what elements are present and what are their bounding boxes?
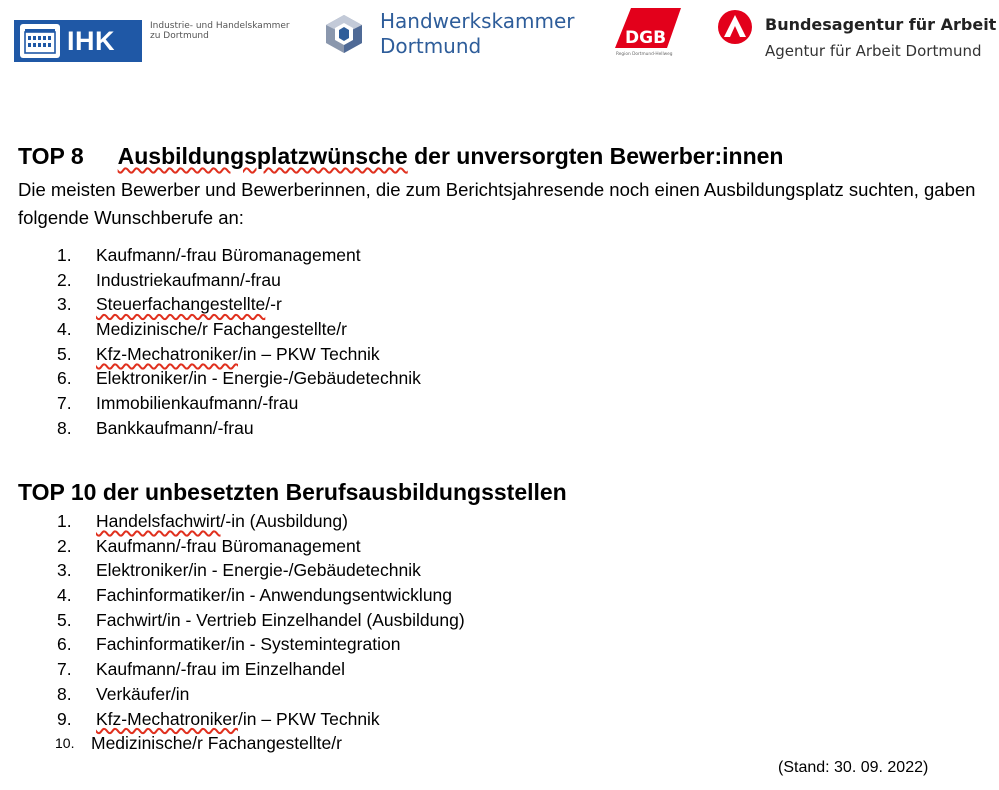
rank-number: 10.	[55, 735, 75, 752]
rank-number: 3.	[57, 560, 72, 581]
rank-label: Medizinische/r Fachangestellte/r	[91, 733, 342, 754]
hwk-emblem-icon	[324, 14, 364, 54]
rank-label	[96, 707, 380, 732]
top10-heading: TOP 10 der unbesetzten Berufsausbildungsstellen	[18, 479, 567, 505]
rank-label	[96, 342, 380, 367]
hwk-name-line2: Dortmund	[380, 34, 482, 58]
top8-heading	[18, 143, 783, 170]
rank-number: 9.	[57, 708, 72, 729]
ihk-name	[150, 21, 290, 41]
rank-label: Elektroniker/in - Energie-/Gebäudetechnik	[96, 560, 421, 581]
logo-header	[0, 0, 999, 75]
rank-label-underlined: Kfz-Mechatroniker	[96, 343, 238, 364]
rank-label	[96, 509, 348, 534]
rank-number: 7.	[57, 393, 72, 414]
rank-label: Fachinformatiker/in - Anwendungsentwicklung	[96, 585, 453, 606]
top8-title-rest: der unversorgten Bewerber:innen	[407, 143, 784, 169]
ihk-building-icon	[20, 24, 60, 58]
ba-emblem-icon	[717, 9, 753, 45]
ba-subtitle: Agentur für Arbeit Dortmund	[765, 42, 982, 60]
rank-label-underlined: Kfz-Mechatroniker	[96, 708, 238, 729]
ihk-abbreviation: IHK	[67, 25, 115, 56]
ihk-logo	[14, 20, 142, 62]
rank-number: 1.	[57, 245, 72, 265]
rank-number: 2.	[57, 269, 72, 290]
rank-label-rest: /-in (Ausbildung)	[220, 511, 348, 531]
rank-label-rest: /in – PKW Technik	[238, 343, 380, 364]
top8-intro: Die meisten Bewerber und Bewerberinnen, die zum Berichtsjahresende noch einen Ausbildungsplatz suchten, gaben folgende Wunschberufe an:	[18, 179, 976, 228]
rank-label: Elektroniker/in - Energie-/Gebäudetechnik	[96, 368, 421, 389]
rank-number: 1.	[57, 511, 72, 531]
rank-label: Fachinformatiker/in - Systemintegration	[96, 634, 401, 655]
dgb-logo	[611, 8, 681, 58]
rank-number: 6.	[57, 634, 72, 655]
rank-label-underlined: Steuerfachangestellte	[96, 294, 266, 315]
stand-date: (Stand: 30. 09. 2022)	[778, 759, 929, 776]
rank-number: 8.	[57, 417, 72, 438]
rank-label: Medizinische/r Fachangestellte/r	[96, 319, 347, 340]
rank-label	[96, 292, 282, 317]
hwk-name	[380, 9, 575, 59]
rank-label: Immobilienkaufmann/-frau	[96, 393, 299, 414]
rank-number: 2.	[57, 535, 72, 556]
rank-label-rest: /-r	[265, 294, 282, 315]
rank-label: Kaufmann/-frau Büromanagement	[96, 245, 361, 265]
rank-label-rest: /in – PKW Technik	[238, 708, 380, 729]
rank-label: Kaufmann/-frau Büromanagement	[96, 535, 361, 556]
rank-number: 7.	[57, 659, 72, 680]
rank-label-underlined: Handelsfachwirt	[96, 511, 221, 531]
rank-number: 5.	[57, 343, 72, 364]
rank-label: Bankkaufmann/-frau	[96, 417, 254, 438]
rank-number: 6.	[57, 368, 72, 389]
rank-label: Kaufmann/-frau im Einzelhandel	[96, 659, 346, 680]
rank-number: 4.	[57, 319, 72, 340]
rank-number: 3.	[57, 294, 72, 315]
rank-label: Fachwirt/in - Vertrieb Einzelhandel (Ausbildung)	[96, 609, 465, 630]
rank-label: Verkäufer/in	[96, 683, 190, 704]
top8-title-underlined: Ausbildungsplatzwünsche	[117, 143, 408, 169]
dgb-abbreviation: DGB	[625, 28, 667, 48]
top8-label: TOP 8	[18, 143, 84, 169]
rank-number: 4.	[57, 585, 72, 606]
ihk-name-line2: zu Dortmund	[150, 31, 209, 41]
dgb-region: Region Dortmund-Hellweg	[616, 52, 673, 57]
rank-number: 5.	[57, 609, 72, 630]
rank-label: Industriekaufmann/-frau	[96, 269, 281, 290]
ba-title: Bundesagentur für Arbeit	[765, 15, 997, 34]
rank-number: 8.	[57, 683, 72, 704]
hwk-name-line1: Handwerkskammer	[380, 9, 575, 33]
ihk-name-line1: Industrie- und Handelskammer	[150, 21, 290, 31]
